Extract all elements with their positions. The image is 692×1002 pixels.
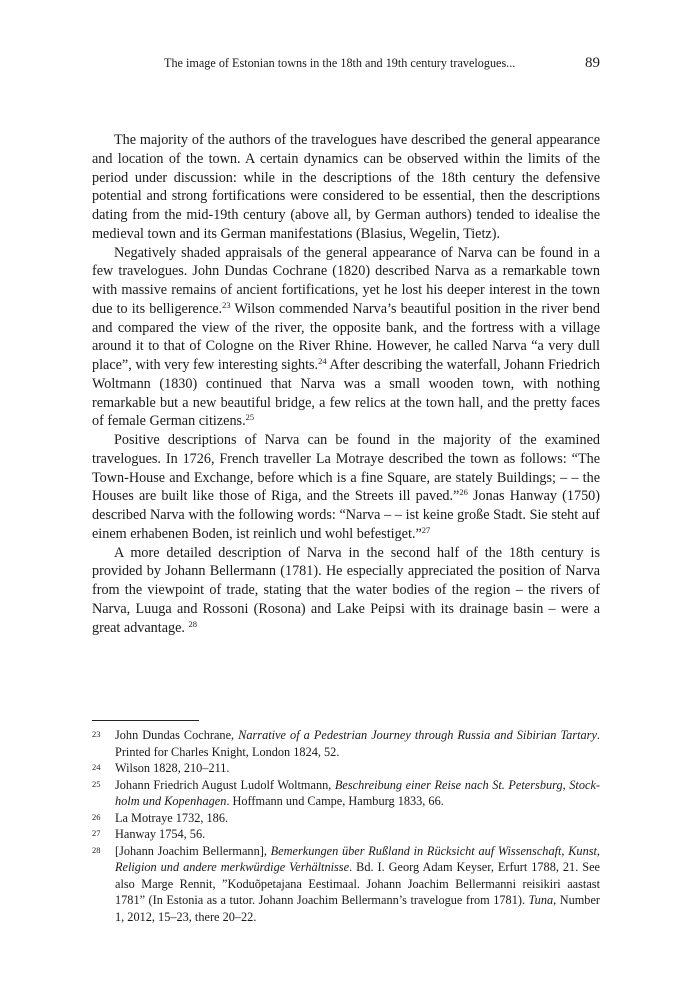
footnote-25 [92, 777, 600, 810]
footnote-number: 28 [92, 844, 101, 855]
running-title: The image of Estonian towns in the 18th and 19th century travelogues... [164, 56, 516, 70]
footnote-title: Beschreibung einer Reise nach St. Petersburg, Stockholm und Kopenhagen [115, 777, 601, 808]
footnote-publication: . Bd. I. Georg Adam Keyser, Erfurt 1788, 21. See also Marge Rennit, ”Koduõpetajana Eestimaal. Johann Joachim Bellermanni reisikiri aastast 1781” (In Estonia as a tutor. Johann Joachim Bellermann’s travelogue from 1781). [115, 860, 601, 907]
footnote-text: Wilson 1828, 210–211. [115, 761, 230, 775]
footnote-number: 24 [92, 762, 101, 772]
footnote-divider [92, 720, 199, 721]
footnote-text [115, 777, 600, 810]
page-number: 89 [585, 55, 600, 71]
paragraph-text: Jonas Hanway (1750) described Narva with the following words: “Narva – – ist keine große Stadt. Sie steht auf einem erhabenen Boden, ist reinlich und wohl befestiget.” [92, 488, 600, 542]
paragraph-text: Negatively shaded appraisals of the general appearance of Narva can be found in a few travelogues. John Dundas Cochrane (1820) described Narva as a remarkable town with massive remains of ancient fortifications, yet he lost his deeper interest in the town due to its belligerence. [92, 244, 600, 317]
footnote-27 [92, 826, 600, 843]
footnote-pages: Number 1, 2012, 15–23, there 20–22. [115, 893, 600, 924]
paragraph-2 [92, 244, 600, 432]
footnote-journal: Tuna, [528, 893, 557, 907]
footnote-number: 23 [92, 729, 101, 739]
footnote-ref-23[interactable]: 23 [222, 299, 231, 310]
footnote-author: John Dundas Cochrane, [115, 728, 239, 742]
footnote-text: La Motraye 1732, 186. [115, 810, 229, 825]
footnote-ref-28[interactable]: 28 [188, 618, 197, 629]
footnote-publication: . Hoffmann und Campe, Hamburg 1833, 66. [226, 794, 444, 808]
body-text [92, 131, 600, 637]
paragraph-text: Positive descriptions of Narva can be found in the majority of the examined travelogues. In 1726, French traveller La Motraye described the town as follows: “The Town-House and Exchange, before which is a fine Square, are stately Buildings; – – the Houses are built like those of Riga, and the Streets ill paved.” [92, 432, 600, 505]
footnote-ref-27[interactable]: 27 [421, 524, 431, 535]
footnotes [92, 727, 600, 925]
running-header [164, 54, 600, 72]
footnote-title: Bemerkungen über Rußland in Rücksicht auf Wissenschaft, Kunst, Religion und andere merkwürdige Verhältnisse [115, 843, 601, 874]
footnote-23 [92, 727, 600, 760]
paragraph-4 [92, 544, 600, 638]
footnote-ref-25[interactable]: 25 [245, 412, 255, 423]
footnote-number: 25 [92, 778, 101, 789]
footnote-text: Hanway 1754, 56. [115, 827, 206, 841]
footnote-28 [92, 843, 600, 926]
paragraph-text: Wilson commended Narva’s beautiful position in the river bend and compared the view of the river, the opposite bank, and the fortress with a village around it to that of Cologne on the River Rhine. However, he called Narva “a very dull place”, with very few interesting sights. [92, 300, 600, 373]
footnote-ref-24[interactable]: 24 [318, 356, 327, 366]
paragraph-3 [92, 431, 600, 544]
footnote-24 [92, 760, 600, 777]
paragraph-text: After describing the waterfall, Johann Friedrich Woltmann (1830) continued that Narva was a small wooden town, with nothing remarkable but a new beautiful bridge, a few relics at the town hall, and the pretty faces of female German citizens. [92, 357, 600, 430]
paragraph-text: The majority of the authors of the travelogues have described the general appearance and location of the town. A certain dynamics can be observed within the limits of the period under discussion: while in the descriptions of the 18th century the defensive potential and strong fortifications were considered to be essential, then the descriptions dating from the mid-19th century (above all, by German authors) tended to idealise the medieval town and its German manifestations (Blasius, Wegelin, Tietz). [92, 132, 600, 242]
footnote-title: Narrative of a Pedestrian Journey through Russia and Sibirian Tartary [238, 728, 597, 742]
footnote-26 [92, 810, 600, 827]
footnote-text [115, 727, 600, 760]
paragraph-1 [92, 131, 600, 244]
footnote-author: [Johann Joachim Bellermann], [115, 843, 271, 858]
footnote-publication: . Printed for Charles Knight, London 1824, 52. [115, 728, 600, 759]
footnote-ref-26[interactable]: 26 [459, 487, 468, 498]
footnote-number: 26 [92, 811, 101, 822]
footnote-author: Johann Friedrich August Ludolf Woltmann, [115, 777, 335, 792]
footnote-number: 27 [92, 828, 101, 838]
paragraph-text: A more detailed description of Narva in the second half of the 18th century is provided by Johann Bellermann (1781). He especially appreciated the position of Narva from the viewpoint of trade, stating that the water bodies of the region – the rivers of Narva, Luuga and Rossoni (Rosona) and Lake Peipsi with its drainage basin – were a great advantage. [92, 544, 600, 636]
footnote-text [115, 843, 600, 926]
